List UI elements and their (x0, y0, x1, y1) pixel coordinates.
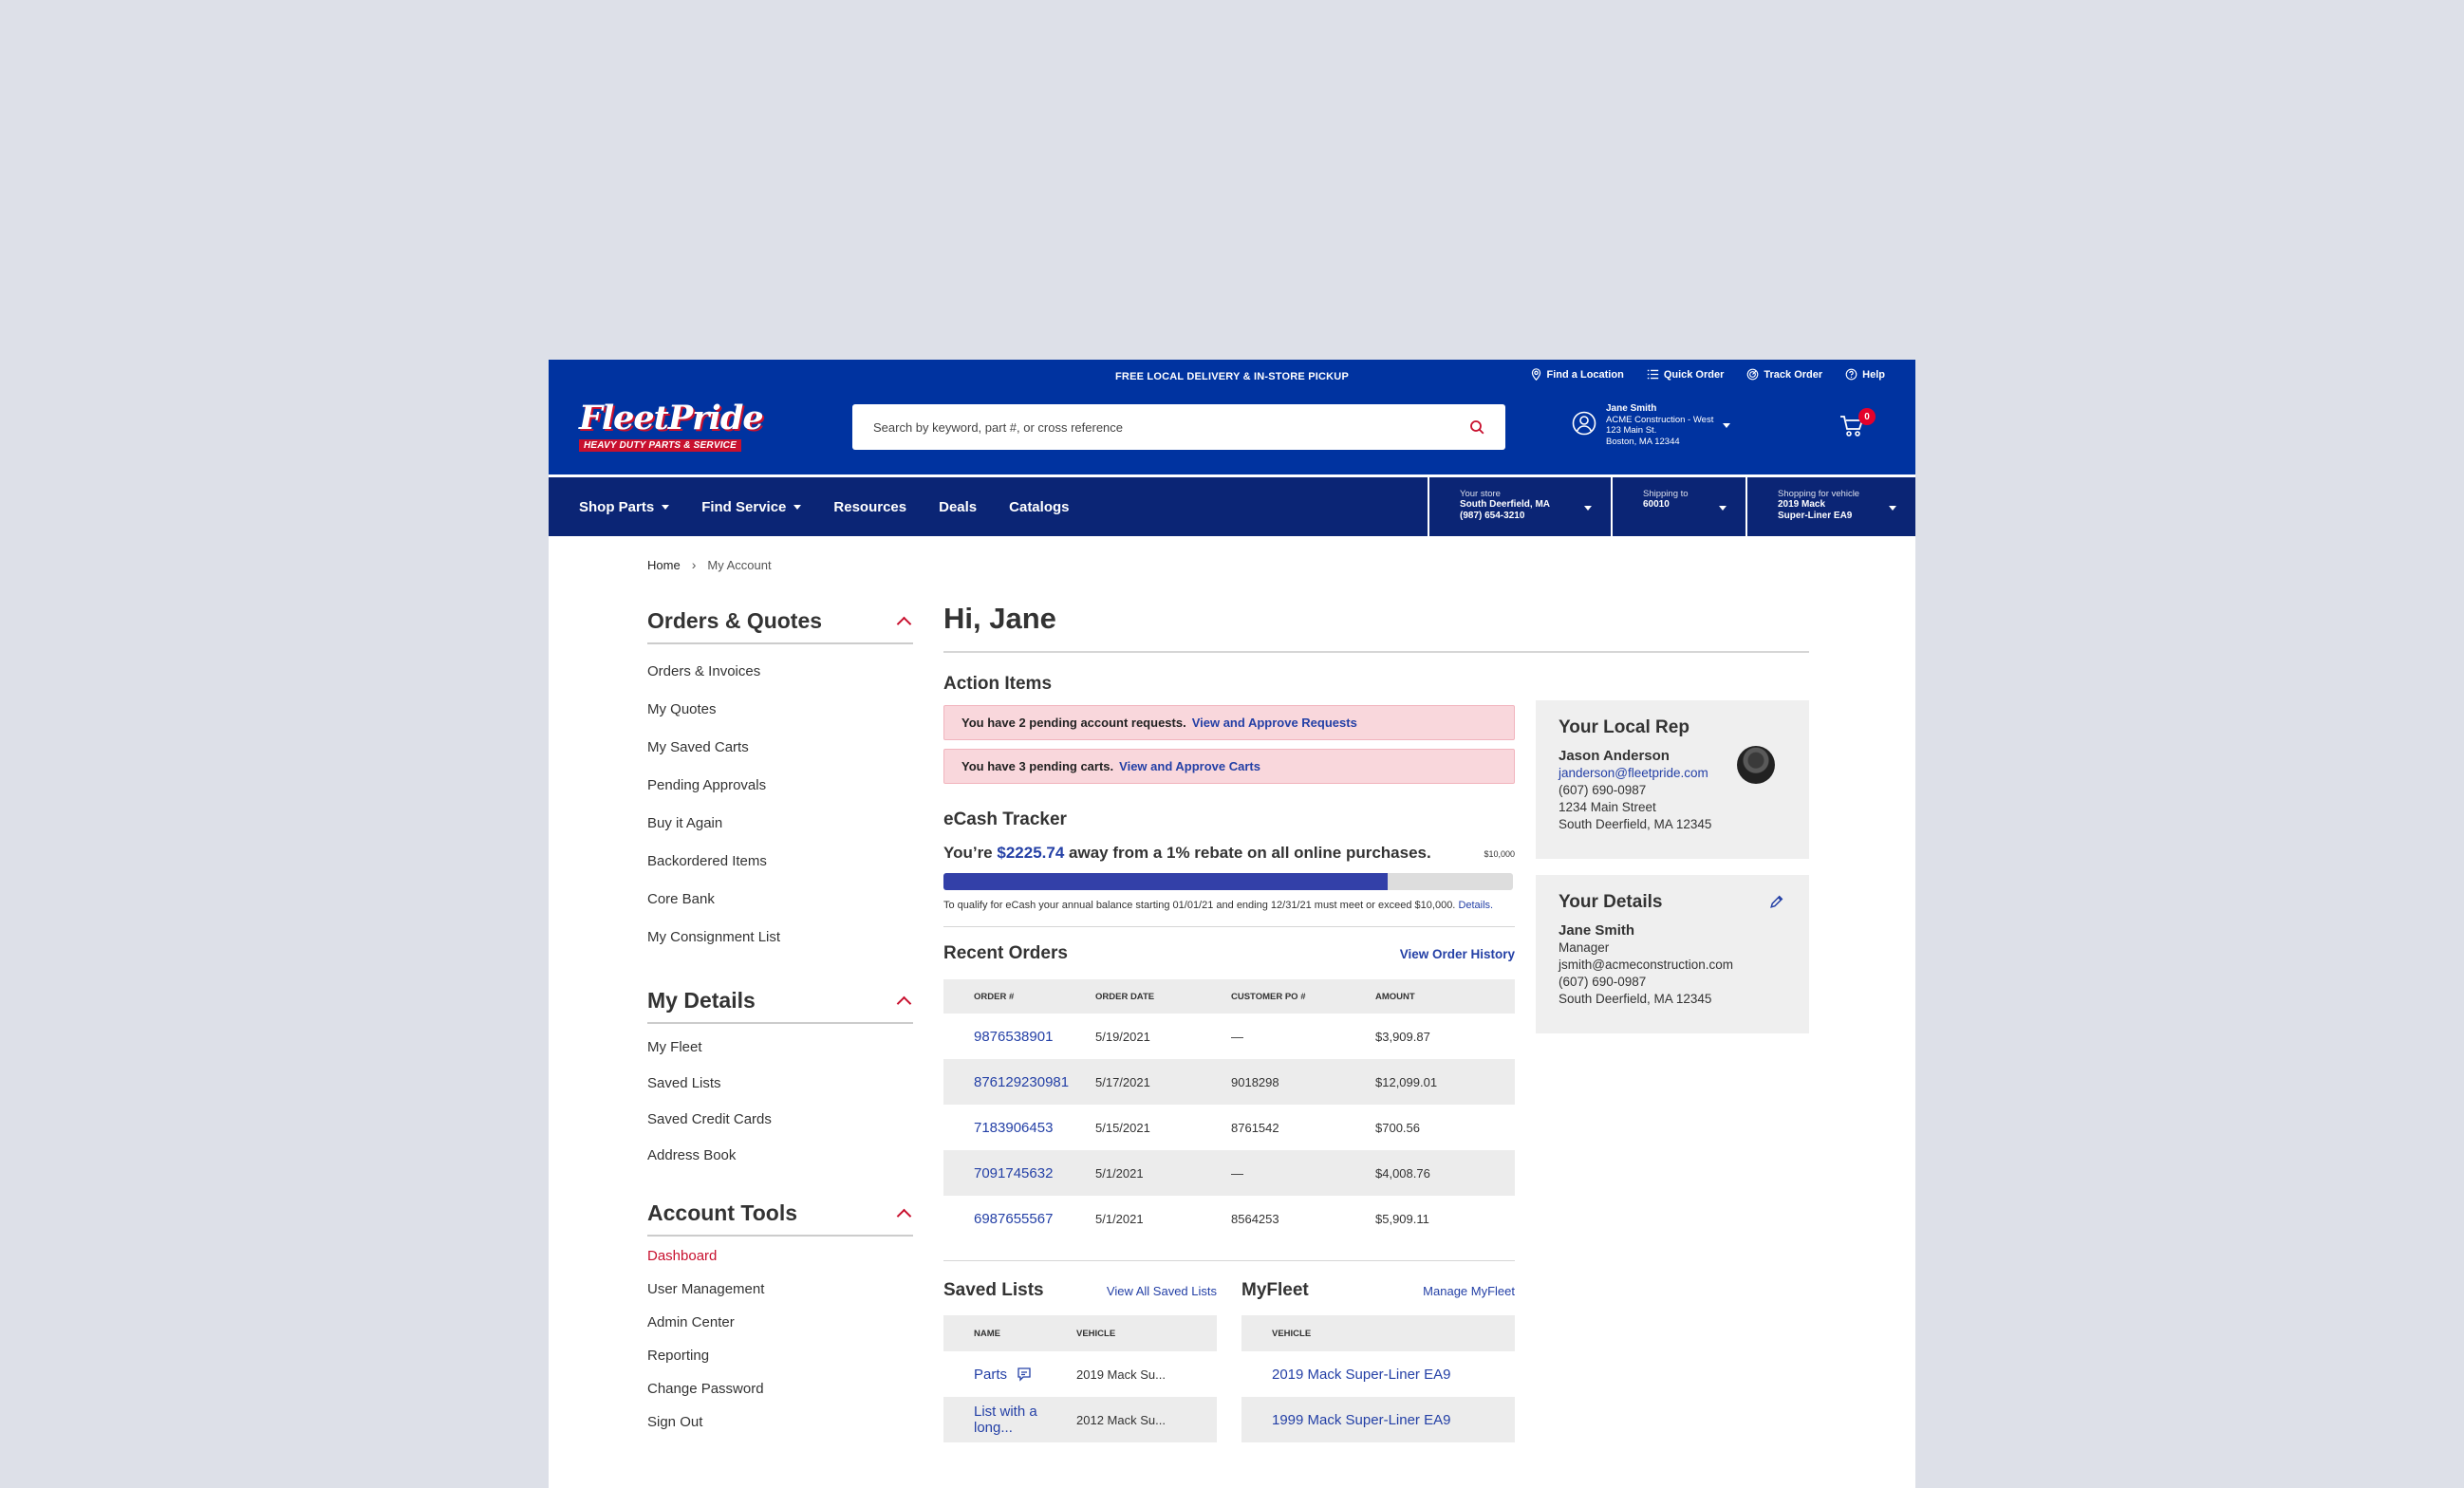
shipping-selector[interactable]: Shipping to 60010 (1611, 477, 1745, 536)
col-vehicle: VEHICLE (1076, 1315, 1217, 1351)
rep-street: 1234 Main Street (1559, 800, 1656, 814)
vehicle-selector[interactable]: Shopping for vehicle 2019 Mack Super-Liner EA9 (1745, 477, 1915, 536)
recent-orders-header (943, 943, 1515, 964)
ecash-message: You’re $2225.74 away from a 1% rebate on all online purchases. (943, 844, 1431, 862)
chevron-right-icon: › (691, 557, 697, 572)
rep-phone: (607) 690-0987 (1559, 783, 1647, 797)
chevron-up-icon (897, 1209, 912, 1224)
details-phone: (607) 690-0987 (1559, 975, 1647, 989)
saved-list-link[interactable]: List with a long... (974, 1404, 1037, 1436)
chevron-down-icon (1584, 506, 1592, 511)
view-all-saved-lists-link[interactable]: View All Saved Lists (1106, 1283, 1217, 1298)
sidebar-item-reporting[interactable]: Reporting (647, 1348, 710, 1364)
sidebar-item-credit-cards[interactable]: Saved Credit Cards (647, 1111, 772, 1127)
help-icon (1845, 368, 1857, 381)
section-divider (943, 926, 1515, 927)
my-details-list (647, 1039, 913, 1183)
chevron-down-icon (662, 505, 669, 510)
sidebar-item-admin-center[interactable]: Admin Center (647, 1314, 735, 1330)
main-nav (549, 474, 1915, 536)
table-row (943, 1351, 1217, 1397)
order-amount: $3,909.87 (1375, 1029, 1430, 1044)
saved-lists-table (943, 1315, 1217, 1442)
order-number-link[interactable]: 7183906453 (974, 1119, 1054, 1136)
orders-quotes-header[interactable]: Orders & Quotes (647, 608, 913, 644)
table-header-row (1241, 1315, 1515, 1351)
ecash-qualify-note: To qualify for eCash your annual balance starting 01/01/21 and ending 12/31/21 must meet or exceed $10,000. Details. (943, 900, 1494, 911)
nav-catalogs[interactable]: Catalogs (1009, 498, 1070, 515)
saved-list-vehicle: 2019 Mack Su... (1076, 1367, 1166, 1382)
table-row (943, 1014, 1515, 1059)
order-po: 9018298 (1231, 1059, 1375, 1105)
order-amount: $5,909.11 (1375, 1211, 1429, 1226)
chevron-down-icon (1723, 423, 1730, 428)
user-icon (1572, 411, 1596, 440)
order-number-link[interactable]: 9876538901 (974, 1028, 1054, 1045)
order-date: 5/1/2021 (1095, 1150, 1231, 1196)
sidebar-item-dashboard[interactable]: Dashboard (647, 1248, 718, 1264)
help-link[interactable]: Help (1845, 368, 1885, 381)
col-name: NAME (943, 1315, 1076, 1351)
utility-links (1530, 368, 1885, 381)
details-role: Manager (1559, 940, 1610, 955)
account-name: Jane Smith (1606, 403, 1657, 414)
ecash-progress-fill (943, 873, 1388, 890)
order-date: 5/1/2021 (1095, 1211, 1144, 1226)
ecash-details-link[interactable]: Details. (1458, 900, 1494, 911)
ecash-tracker (943, 844, 1515, 911)
account-menu[interactable] (1572, 403, 1730, 447)
ecash-amount: $2225.74 (997, 844, 1065, 862)
comment-icon[interactable] (1017, 1367, 1032, 1382)
sidebar-item-my-quotes[interactable]: My Quotes (647, 701, 717, 717)
saved-lists-title: Saved Lists (943, 1280, 1044, 1300)
table-row (943, 1105, 1515, 1150)
account-city: Boston, MA 12344 (1606, 436, 1680, 447)
details-name: Jane Smith (1559, 922, 1635, 939)
fleet-vehicle-link[interactable]: 2019 Mack Super-Liner EA9 (1272, 1366, 1451, 1383)
header-top (549, 360, 1915, 474)
search-icon[interactable] (1469, 419, 1484, 435)
sidebar-item-user-management[interactable]: User Management (647, 1281, 765, 1297)
avatar (1737, 746, 1775, 784)
table-row (943, 1397, 1217, 1442)
location-pin-icon (1530, 368, 1542, 381)
page-title: Hi, Jane (943, 602, 1809, 653)
account-info (1606, 403, 1713, 447)
rep-city: South Deerfield, MA 12345 (1559, 817, 1712, 831)
account-company: ACME Construction - West (1606, 414, 1714, 425)
order-po: 8761542 (1231, 1120, 1279, 1135)
order-po: — (1231, 1150, 1375, 1196)
account-tools-list (647, 1248, 913, 1447)
order-number-link[interactable]: 6987655567 (974, 1210, 1054, 1227)
col-order-date: ORDER DATE (1095, 979, 1231, 1014)
table-header-row (943, 979, 1515, 1014)
order-number-link[interactable]: 876129230981 (974, 1073, 1070, 1090)
cart-count-badge: 0 (1858, 408, 1876, 425)
myfleet-title: MyFleet (1241, 1280, 1309, 1300)
lists-fleet-row (943, 1280, 1515, 1442)
chevron-down-icon (1719, 506, 1727, 511)
logo-tagline: HEAVY DUTY PARTS & SERVICE (579, 439, 741, 452)
col-order-number: ORDER # (943, 979, 1095, 1014)
sidebar-item-sign-out[interactable]: Sign Out (647, 1414, 703, 1430)
sidebar-item-my-fleet[interactable]: My Fleet (647, 1039, 702, 1055)
ecash-goal: $10,000 (1484, 849, 1515, 859)
track-icon (1746, 368, 1759, 381)
manage-myfleet-link[interactable]: Manage MyFleet (1423, 1283, 1515, 1298)
sidebar-item-core-bank[interactable]: Core Bank (647, 891, 715, 907)
sidebar-item-consignment[interactable]: My Consignment List (647, 929, 781, 945)
pending-carts-alert: You have 3 pending carts. View and Approve Carts (943, 749, 1515, 784)
your-details-card (1536, 875, 1809, 1033)
promo-banner: FREE LOCAL DELIVERY & IN-STORE PICKUP (1115, 371, 1349, 382)
rep-name: Jason Anderson (1559, 748, 1670, 764)
col-vehicle: VEHICLE (1241, 1315, 1515, 1351)
sidebar-item-pending-approvals[interactable]: Pending Approvals (647, 777, 767, 793)
details-email: jsmith@acmeconstruction.com (1559, 958, 1734, 972)
sidebar-item-orders-invoices[interactable]: Orders & Invoices (647, 663, 761, 679)
chevron-up-icon (897, 617, 912, 632)
cart-button[interactable] (1839, 411, 1870, 442)
nav-shop-parts[interactable]: Shop Parts (579, 499, 669, 515)
account-sidebar (647, 608, 913, 1447)
action-items-title: Action Items (943, 674, 1053, 694)
table-row (1241, 1397, 1515, 1442)
order-amount: $4,008.76 (1375, 1150, 1515, 1196)
track-order-link[interactable]: Track Order (1746, 368, 1822, 381)
saved-list-vehicle: 2012 Mack Su... (1076, 1397, 1217, 1442)
search-bar (852, 404, 1505, 450)
details-city: South Deerfield, MA 12345 (1559, 992, 1712, 1006)
fleet-vehicle-link[interactable]: 1999 Mack Super-Liner EA9 (1272, 1411, 1451, 1428)
order-po: — (1231, 1029, 1243, 1044)
order-date: 5/19/2021 (1095, 1029, 1150, 1044)
ecash-progress-bar (943, 873, 1513, 890)
myfleet-table (1241, 1315, 1515, 1442)
order-date: 5/17/2021 (1095, 1059, 1231, 1105)
search-input[interactable] (873, 420, 1469, 435)
ecash-title: eCash Tracker (943, 809, 1067, 829)
sidebar-item-buy-again[interactable]: Buy it Again (647, 815, 723, 831)
account-tools-header[interactable]: Account Tools (647, 1200, 913, 1237)
col-customer-po: CUSTOMER PO # (1231, 979, 1375, 1014)
my-details-header[interactable]: My Details (647, 988, 913, 1024)
nav-resources[interactable]: Resources (833, 498, 907, 515)
table-row (943, 1150, 1515, 1196)
approve-requests-link[interactable]: View and Approve Requests (1191, 716, 1357, 730)
sidebar-item-change-password[interactable]: Change Password (647, 1381, 764, 1397)
table-row (943, 1059, 1515, 1105)
edit-pencil-icon[interactable] (1768, 894, 1784, 910)
view-order-history-link[interactable]: View Order History (1399, 946, 1515, 961)
order-date: 5/15/2021 (1095, 1120, 1150, 1135)
chevron-down-icon (793, 505, 801, 510)
table-header-row (943, 1315, 1217, 1351)
sidebar-item-saved-lists[interactable]: Saved Lists (647, 1075, 721, 1091)
approve-carts-link[interactable]: View and Approve Carts (1119, 759, 1260, 773)
list-icon (1647, 368, 1659, 381)
breadcrumb-current: My Account (707, 557, 772, 572)
section-divider (943, 1260, 1515, 1261)
order-po: 8564253 (1231, 1211, 1279, 1226)
order-amount: $12,099.01 (1375, 1059, 1515, 1105)
find-location-link[interactable]: Find a Location (1530, 368, 1624, 381)
saved-list-link[interactable]: Parts (974, 1366, 1008, 1383)
logo-wordmark: FleetPride (579, 399, 763, 437)
saved-lists-panel (943, 1280, 1217, 1442)
sidebar-item-saved-carts[interactable]: My Saved Carts (647, 739, 749, 755)
chevron-down-icon (1889, 506, 1896, 511)
nav-deals[interactable]: Deals (939, 498, 978, 515)
recent-orders-table (943, 979, 1515, 1241)
account-street: 123 Main St. (1606, 425, 1657, 436)
sidebar-item-address-book[interactable]: Address Book (647, 1147, 737, 1163)
your-details-title: Your Details (1559, 892, 1663, 912)
col-amount: AMOUNT (1375, 979, 1515, 1014)
breadcrumb-home[interactable]: Home (647, 557, 681, 572)
nav-find-service[interactable]: Find Service (701, 499, 801, 515)
order-amount: $700.56 (1375, 1120, 1420, 1135)
local-rep-title: Your Local Rep (1559, 717, 1689, 737)
local-rep-card (1536, 700, 1809, 859)
orders-quotes-list (647, 663, 913, 967)
store-selector[interactable]: Your store South Deerfield, MA (987) 654-3210 (1428, 477, 1611, 536)
rep-email-link[interactable]: janderson@fleetpride.com (1559, 766, 1708, 780)
table-row (1241, 1351, 1515, 1397)
order-number-link[interactable]: 7091745632 (974, 1164, 1054, 1181)
quick-order-link[interactable]: Quick Order (1647, 368, 1725, 381)
recent-orders-title: Recent Orders (943, 943, 1068, 963)
chevron-up-icon (897, 996, 912, 1012)
account-requests-alert: You have 2 pending account requests. View and Approve Requests (943, 705, 1515, 740)
fleetpride-logo[interactable] (579, 399, 763, 451)
table-row (943, 1196, 1515, 1241)
myfleet-panel (1241, 1280, 1515, 1442)
page (549, 360, 1915, 1488)
breadcrumb (647, 557, 772, 572)
sidebar-item-backordered[interactable]: Backordered Items (647, 853, 767, 869)
